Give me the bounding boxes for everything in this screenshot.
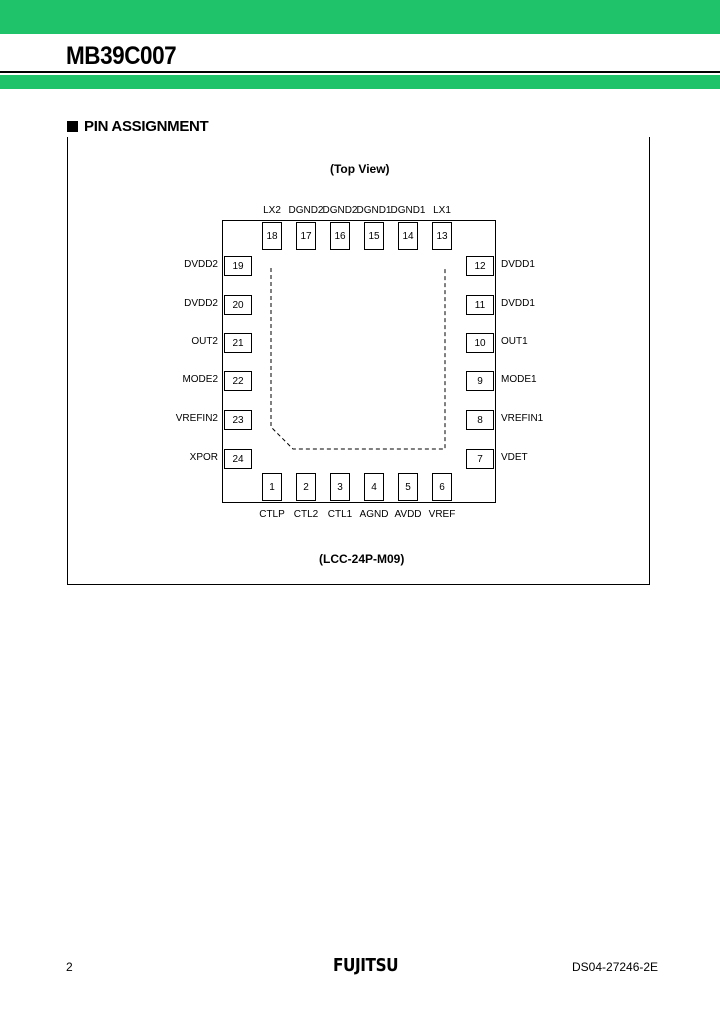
- pin-pad: 23: [224, 410, 252, 430]
- pin-label: VDET: [501, 452, 528, 463]
- die-outline: [270, 267, 446, 451]
- pin-label: MODE2: [182, 374, 218, 385]
- pin-pad: 12: [466, 256, 494, 276]
- header-rule: [0, 71, 720, 73]
- pin-label: DGND2: [288, 205, 324, 216]
- pin-pad: 13: [432, 222, 452, 250]
- pin-pad: 6: [432, 473, 452, 501]
- fujitsu-logo: FUJITSU: [333, 955, 399, 976]
- pin-label: CTLP: [259, 509, 285, 520]
- document-title: MB39C007: [66, 42, 177, 70]
- pin-label: DVDD1: [501, 298, 535, 309]
- pin-label: OUT2: [191, 336, 218, 347]
- pin-pad: 16: [330, 222, 350, 250]
- document-code: DS04-27246-2E: [572, 960, 659, 974]
- pin-label: DVDD2: [184, 298, 218, 309]
- pin-pad: 21: [224, 333, 252, 353]
- view-label: (Top View): [330, 162, 390, 176]
- pin-pad: 14: [398, 222, 418, 250]
- pin-label: XPOR: [189, 452, 218, 463]
- pin-label: DGND1: [390, 205, 426, 216]
- pin-pad: 1: [262, 473, 282, 501]
- pin-label: LX2: [263, 205, 281, 216]
- pin-label: LX1: [433, 205, 451, 216]
- pin-label: AVDD: [394, 509, 422, 520]
- pin-label: VREFIN1: [501, 413, 544, 424]
- pin-label: DGND2: [322, 205, 358, 216]
- pin-label: CTL2: [293, 509, 319, 520]
- pin-label: DVDD2: [184, 259, 218, 270]
- pin-label: VREF: [428, 509, 456, 520]
- pin-label: MODE1: [501, 374, 537, 385]
- pin-pad: 3: [330, 473, 350, 501]
- pin-pad: 2: [296, 473, 316, 501]
- pin-pad: 20: [224, 295, 252, 315]
- pin-pad: 9: [466, 371, 494, 391]
- page-number: 2: [66, 960, 73, 974]
- pin-pad: 11: [466, 295, 494, 315]
- pin-label: VREFIN2: [175, 413, 218, 424]
- section-heading: [67, 118, 208, 135]
- header-accent-band: [0, 75, 720, 89]
- pin-pad: 10: [466, 333, 494, 353]
- pin-label: AGND: [359, 509, 389, 520]
- pin-pad: 5: [398, 473, 418, 501]
- pin-pad: 22: [224, 371, 252, 391]
- pin-pad: 18: [262, 222, 282, 250]
- square-bullet-icon: [67, 121, 78, 132]
- pin-pad: 15: [364, 222, 384, 250]
- package-label: (LCC-24P-M09): [319, 552, 405, 566]
- pin-label: DGND1: [356, 205, 392, 216]
- header-accent-bar: [0, 0, 720, 34]
- pin-pad: 19: [224, 256, 252, 276]
- pin-pad: 7: [466, 449, 494, 469]
- pin-pad: 24: [224, 449, 252, 469]
- pin-pad: 4: [364, 473, 384, 501]
- pin-pad: 8: [466, 410, 494, 430]
- pin-pad: 17: [296, 222, 316, 250]
- section-heading-text: PIN ASSIGNMENT: [84, 118, 209, 135]
- pin-label: CTL1: [327, 509, 353, 520]
- pin-label: OUT1: [501, 336, 528, 347]
- pin-label: DVDD1: [501, 259, 535, 270]
